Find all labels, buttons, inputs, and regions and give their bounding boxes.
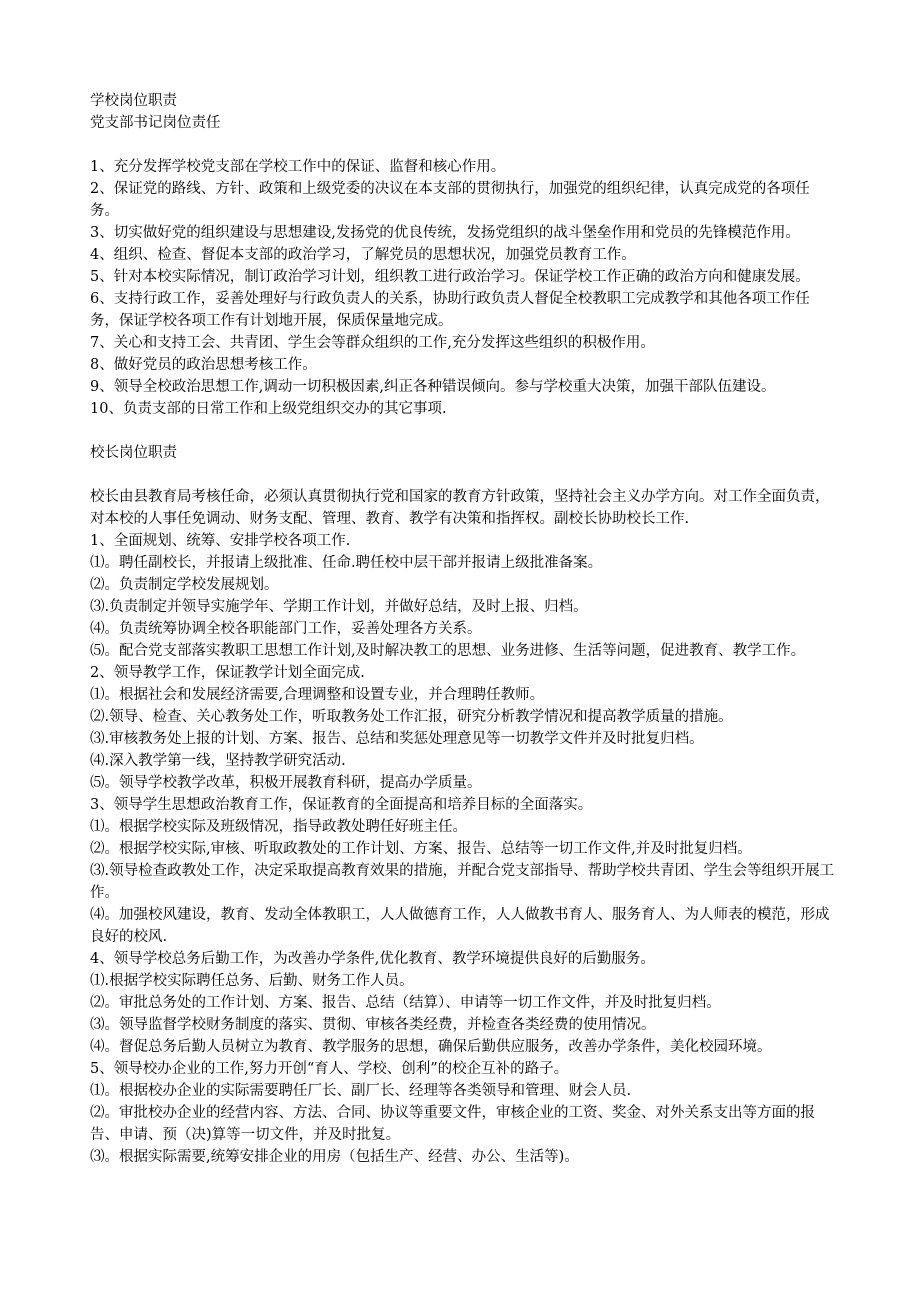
duty-subitem: ⑴.根据学校实际聘任总务、后勤、财务工作人员。: [90, 973, 414, 989]
duty-item: 8、做好党员的政治思想考核工作。: [90, 357, 317, 373]
document-page: [90, 90, 835, 1168]
duty-item: 5、针对本校实际情况，制订政治学习计划，组织教工进行政治学习。保证学校工作正确的政治方向和健康发展。: [90, 269, 810, 285]
duty-subitem: ⑷。督促总务后勤人员树立为教育、教学服务的思想，确保后勤供应服务，改善办学条件，美化校园环境。: [90, 1039, 772, 1055]
duty-subitem: ⑴。根据校办企业的实际需要聘任厂长、副厂长、经理等各类领导和管理、财会人员.: [90, 1083, 632, 1099]
duty-subitem: ⑵。审批校办企业的经营内容、方法、合同、协议等重要文件，审核企业的工资、奖金、对外关系支出等方面的报告、申请、预（决)算等一切文件，并及时批复。: [90, 1105, 815, 1143]
duty-heading: 2、领导教学工作，保证教学计划全面完成.: [90, 665, 365, 681]
principal-duties: [90, 486, 835, 1168]
duty-item: 7、关心和支持工会、共青团、学生会等群众组织的工作,充分发挥这些组织的积极作用。: [90, 335, 655, 351]
section-title-party-secretary: 党支部书记岗位责任: [90, 115, 221, 131]
duty-item: 1、充分发挥学校党支部在学校工作中的保证、监督和核心作用。: [90, 159, 506, 175]
duty-subitem: ⑶.审核教务处上报的计划、方案、报告、总结和奖惩处理意见等一切教学文件并及时批复归档。: [90, 731, 704, 747]
blank-line: [90, 464, 835, 486]
duty-item: 6、支持行政工作，妥善处理好与行政负责人的关系，协助行政负责人督促全校教职工完成教学和其他各项工作任务，保证学校各项工作有计划地开展，保质保量地完成。: [90, 291, 810, 329]
document-title: 学校岗位职责: [90, 93, 177, 109]
duty-heading: 3、领导学生思想政治教育工作，保证教育的全面提高和培养目标的全面落实。: [90, 797, 593, 813]
principal-intro: 校长由县教育局考核任命，必须认真贯彻执行党和国家的教育方针政策，坚持社会主义办学方向。对工作全面负责，对本校的人事任免调动、财务支配、管理、教育、教学有决策和指挥权。副校长协助校长工作.: [90, 489, 830, 527]
duty-item: 2、保证党的路线、方针、政策和上级党委的决议在本支部的贯彻执行，加强党的组织纪律，认真完成党的各项任务。: [90, 181, 810, 219]
blank-line: [90, 420, 835, 442]
duty-item: 9、领导全校政治思想工作,调动一切积极因素,纠正各种错误倾向。参与学校重大决策，加强干部队伍建设。: [90, 379, 776, 395]
duty-heading: 1、全面规划、统筹、安排学校各项工作.: [90, 533, 351, 549]
duty-subitem: ⑵。负责制定学校发展规划。: [90, 577, 279, 593]
duty-item: 3、切实做好党的组织建设与思想建设,发扬党的优良传统，发扬党组织的战斗堡垒作用和党员的先锋模范作用。: [90, 225, 800, 241]
duty-subitem: ⑴。根据社会和发展经济需要,合理调整和设置专业，并合理聘任教师。: [90, 687, 545, 703]
duty-subitem: ⑸。领导学校教学改革，积极开展教育科研，提高办学质量。: [90, 775, 482, 791]
duty-subitem: ⑶。领导监督学校财务制度的落实、贯彻、审核各类经费，并检查各类经费的使用情况。: [90, 1017, 656, 1033]
duty-subitem: ⑶.领导检查政教处工作，决定采取提高教育效果的措施，并配合党支部指导、帮助学校共青团、学生会等组织开展工作。: [90, 863, 835, 901]
duty-subitem: ⑵。根据学校实际,审核、听取政教处的工作计划、方案、报告、总结等一切工作文件,并及时批复归档。: [90, 841, 752, 857]
blank-line: [90, 134, 835, 156]
duty-subitem: ⑵。审批总务处的工作计划、方案、报告、总结（结算）、申请等一切工作文件，并及时批复归档。: [90, 995, 721, 1011]
duty-subitem: ⑷。负责统筹协调全校各职能部门工作，妥善处理各方关系。: [90, 621, 482, 637]
party-secretary-duties: [90, 156, 835, 420]
section-title-principal: 校长岗位职责: [90, 445, 177, 461]
duty-subitem: ⑶。根据实际需要,统筹安排企业的用房（包括生产、经营、办公、生活等)。: [90, 1149, 579, 1165]
duty-item: 10、负责支部的日常工作和上级党组织交办的其它事项.: [90, 401, 447, 417]
duty-item: 4、组织、检查、督促本支部的政治学习，了解党员的思想状况，加强党员教育工作。: [90, 247, 636, 263]
duty-heading: 4、领导学校总务后勤工作，为改善办学条件,优化教育、教学环境提供良好的后勤服务。: [90, 951, 655, 967]
duty-subitem: ⑸。配合党支部落实教职工思想工作计划,及时解决教工的思想、业务进修、生活等问题，促进教育、教学工作。: [90, 643, 806, 659]
duty-heading: 5、领导校办企业的工作,努力开创“育人、学校、创利”的校企互补的路子。: [90, 1061, 569, 1077]
duty-subitem: ⑴。根据学校实际及班级情况，指导政教处聘任好班主任。: [90, 819, 467, 835]
duty-subitem: ⑷.深入教学第一线，坚持教学研究活动.: [90, 753, 346, 769]
duty-subitem: ⑷。加强校风建设，教育、发动全体教职工，人人做德育工作，人人做教书育人、服务育人、为人师表的模范，形成良好的校风.: [90, 907, 830, 945]
duty-subitem: ⑶.负责制定并领导实施学年、学期工作计划，并做好总结，及时上报、归档。: [90, 599, 588, 615]
duty-subitem: ⑴。聘任副校长，并报请上级批准、任命.聘任校中层干部并报请上级批准备案。: [90, 555, 603, 571]
duty-subitem: ⑵.领导、检查、关心教务处工作，听取教务处工作汇报，研究分析教学情况和提高教学质量的措施。: [90, 709, 733, 725]
